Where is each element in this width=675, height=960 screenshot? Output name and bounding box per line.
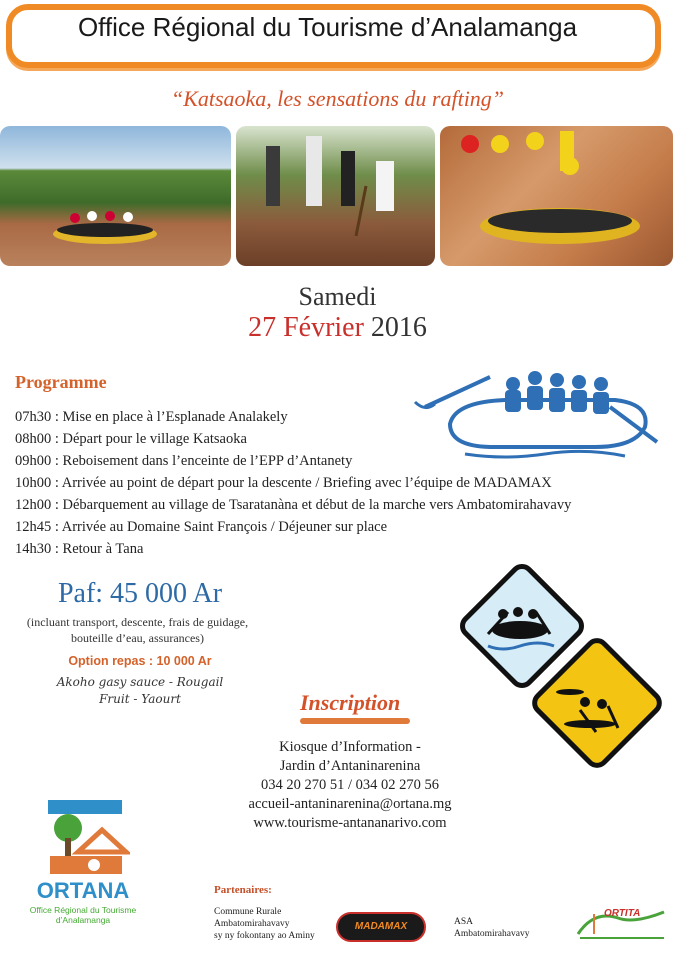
ortita-logo-icon	[574, 904, 669, 944]
price-includes	[0, 614, 275, 646]
kayak-warning-sign-icon	[530, 636, 664, 770]
partners-heading: Partenaires:	[214, 884, 272, 896]
price-includes-line: (incluant transport, descente, frais de guidage,	[26, 615, 249, 629]
ortita-logo-text: ORTITA	[604, 908, 641, 919]
raft-illustration-icon	[395, 362, 665, 462]
raft-photo-icon	[0, 126, 231, 266]
event-date-year: 2016	[370, 312, 427, 343]
inscription-heading: Inscription	[300, 690, 401, 715]
event-day: Samedi	[298, 282, 377, 311]
programme-item: 12h00 : Débarquement au village de Tsaratanàna et début de la marche vers Ambatomirahavavy	[15, 497, 572, 513]
partner-commune-line: sy ny fokontany ao Aminy	[214, 931, 315, 941]
contact-location: Jardin d’Antaninarenina	[279, 758, 421, 774]
ortana-logo-icon	[40, 800, 130, 880]
partner-commune-line: Commune Rurale	[214, 907, 282, 917]
event-date	[0, 312, 675, 344]
inscription-underline	[300, 718, 410, 724]
price-includes-line: bouteille d’eau, assurances)	[71, 631, 204, 645]
programme-item: 14h30 : Retour à Tana	[15, 541, 144, 557]
partner-commune-line: Ambatomirahavavy	[214, 919, 290, 929]
programme-item: 12h45 : Arrivée au Domaine Saint François / Déjeuner sur place	[15, 519, 388, 535]
contact-block	[220, 738, 480, 833]
meal-menu	[15, 674, 265, 708]
partner-asa-line: ASA	[454, 917, 474, 927]
ortana-logo-subtitle	[18, 905, 148, 925]
meal-menu-line: Fruit - Yaourt	[99, 692, 181, 706]
contact-phones: 034 20 270 51 / 034 02 270 56	[260, 777, 440, 793]
contact-email[interactable]: accueil-antaninarenina@ortana.mg	[248, 796, 452, 812]
photo-rapids	[440, 126, 673, 266]
partner-asa	[454, 916, 554, 940]
meal-option: Option repas : 10 000 Ar	[68, 654, 212, 668]
ortana-logo-subtitle-line: d’Analamanga	[55, 915, 111, 925]
raft-rapids-icon	[440, 126, 673, 266]
programme-item: 07h30 : Mise en place à l’Esplanade Analakely	[15, 409, 288, 425]
partner-commune	[214, 906, 339, 942]
ortana-logo-subtitle-line: Office Régional du Tourisme	[29, 905, 137, 915]
programme-item: 08h00 : Départ pour le village Katsaoka	[15, 431, 247, 447]
photo-reforestation	[236, 126, 435, 266]
page-title: Office Régional du Tourisme d’Analamanga	[77, 12, 578, 42]
meal-menu-line: Akoho gasy sauce - Rougail	[56, 675, 224, 689]
price-paf: Paf: 45 000 Ar	[57, 578, 223, 609]
contact-location: Kiosque d’Information -	[279, 739, 421, 755]
people-planting-icon	[236, 126, 435, 266]
photo-rafting-river	[0, 126, 231, 266]
contact-website[interactable]: www.tourisme-antananarivo.com	[253, 815, 447, 831]
tagline: “Katsaoka, les sensations du rafting”	[170, 86, 505, 111]
madamax-logo: MADAMAX	[336, 912, 426, 942]
programme-heading: Programme	[15, 372, 107, 392]
ortana-logo-name: ORTANA	[36, 878, 130, 903]
programme-item: 10h00 : Arrivée au point de départ pour la descente / Briefing avec l’équipe de MADAMAX	[15, 475, 552, 491]
event-date-day-month: 27 Février	[248, 312, 364, 343]
ortita-logo	[574, 904, 669, 944]
programme-item: 09h00 : Reboisement dans l’enceinte de l’EPP d’Antanety	[15, 453, 353, 469]
partner-asa-line: Ambatomirahavavy	[454, 929, 530, 939]
